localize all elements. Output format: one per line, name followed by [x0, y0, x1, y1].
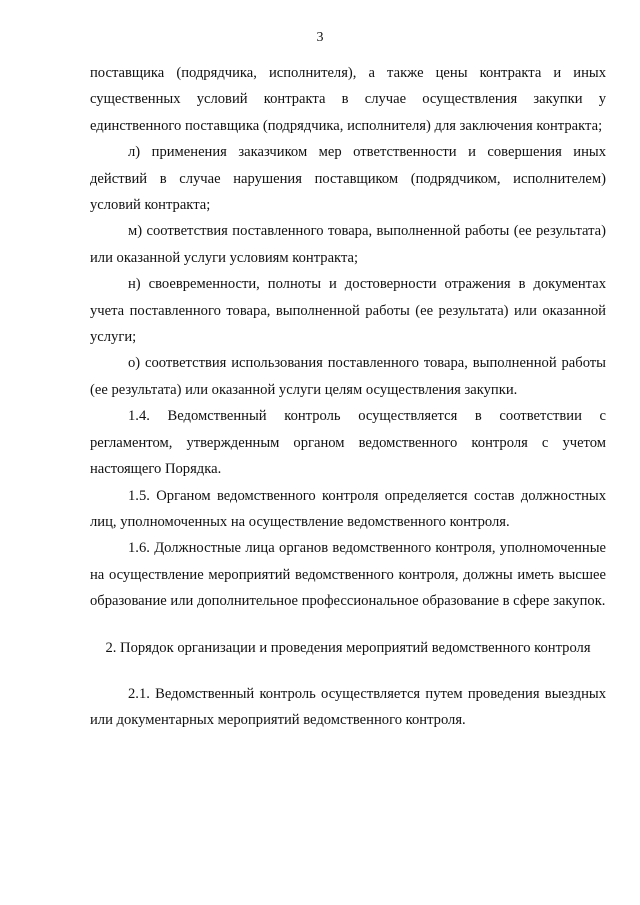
paragraph-continuation: поставщика (подрядчика, исполнителя), а также цены контракта и иных существенных условий контракта в случае осуществления закупки у единственного поставщика (подрядчика, исполнителя) для заключения контракта;	[90, 65, 606, 134]
paragraph-item-n: н) своевременности, полноты и достоверности отражения в документах учета поставленного товара, выполненной работы (ее результата) или оказанной услуги;	[90, 276, 606, 346]
paragraph-item-l: л) применения заказчиком мер ответственности и совершения иных действий в случае нарушения поставщиком (подрядчиком, исполнителем) условий контракта;	[90, 144, 606, 214]
paragraph-1-4: 1.4. Ведомственный контроль осуществляется в соответствии с регламентом, утвержденным органом ведомственного контроля с учетом настоящего Порядка.	[90, 408, 606, 478]
paragraph-1-6: 1.6. Должностные лица органов ведомственного контроля, уполномоченные на осуществление мероприятий ведомственного контроля, должны иметь высшее образование или дополнительное профессиональное образование в сфере закупок.	[90, 540, 606, 610]
paragraph-item-o: о) соответствия использования поставленного товара, выполненной работы (ее результата) или оказанной услуги целям осуществления закупки.	[90, 355, 606, 398]
paragraph-2-1: 2.1. Ведомственный контроль осуществляется путем проведения выездных или документарных мероприятий ведомственного контроля.	[90, 685, 606, 729]
paragraph-item-m: м) соответствия поставленного товара, выполненной работы (ее результата) или оказанной услуги условиям контракта;	[90, 223, 606, 266]
page-number: 3	[316, 30, 324, 45]
paragraph-1-5: 1.5. Органом ведомственного контроля определяется состав должностных лиц, уполномоченных на осуществление ведомственного контроля.	[90, 487, 606, 530]
section-heading: 2. Порядок организации и проведения мероприятий ведомственного контроля	[105, 639, 591, 656]
document-body	[90, 60, 606, 734]
